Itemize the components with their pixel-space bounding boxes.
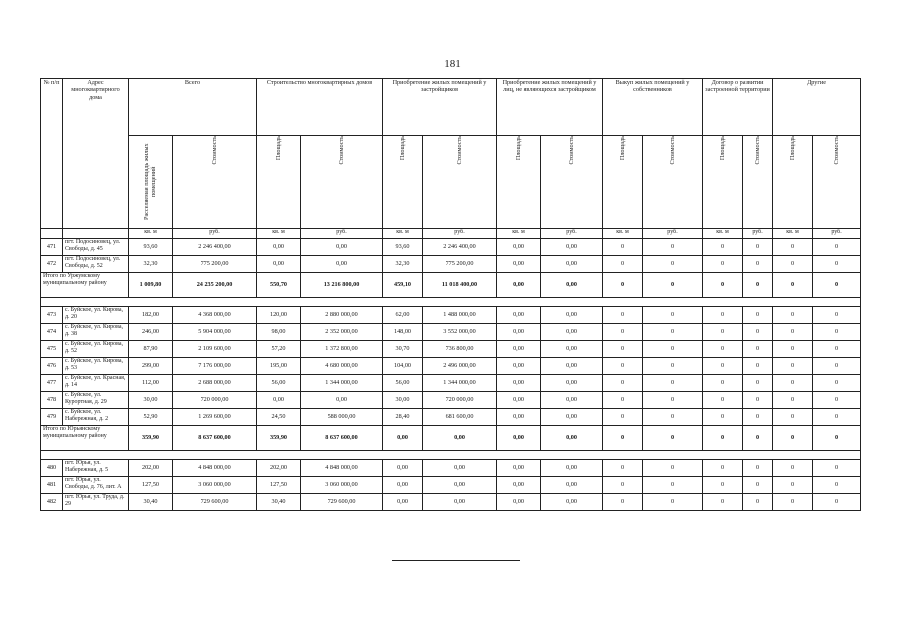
value-cell: 0,00	[497, 358, 541, 375]
value-cell: 202,00	[257, 460, 301, 477]
value-cell: 720 000,00	[423, 392, 497, 409]
value-cell: 246,00	[129, 324, 173, 341]
value-cell: 0	[743, 392, 773, 409]
value-cell: 0	[703, 341, 743, 358]
value-cell: 3 060 000,00	[173, 477, 257, 494]
gap-cell	[41, 451, 861, 460]
value-cell: 0,00	[257, 256, 301, 273]
value-cell: 148,00	[383, 324, 423, 341]
value-cell: 0,00	[497, 460, 541, 477]
table-row	[41, 494, 861, 511]
value-cell: 0	[603, 256, 643, 273]
address-cell: с. Буйское, ул. Набережная, д. 2	[63, 409, 129, 426]
value-cell: 0	[643, 307, 703, 324]
table-row	[41, 239, 861, 256]
row-number: 475	[41, 341, 63, 358]
subheader-cost: Стоимость	[813, 136, 861, 229]
value-cell: 0,00	[541, 239, 603, 256]
address-cell: с. Буйское, ул. Кирова, д. 52	[63, 341, 129, 358]
value-cell: 0	[813, 256, 861, 273]
value-cell: 0	[603, 426, 643, 451]
value-cell: 1 269 600,00	[173, 409, 257, 426]
value-cell: 0,00	[301, 256, 383, 273]
value-cell: 32,30	[383, 256, 423, 273]
value-cell: 0	[813, 392, 861, 409]
value-cell: 0	[743, 239, 773, 256]
value-cell: 729 600,00	[173, 494, 257, 511]
units-spacer	[41, 229, 63, 239]
value-cell: 2 688 000,00	[173, 375, 257, 392]
value-cell: 0	[643, 273, 703, 298]
subheader-cost: Стоимость	[173, 136, 257, 229]
value-cell: 0	[813, 358, 861, 375]
value-cell: 0,00	[383, 477, 423, 494]
value-cell: 0,00	[541, 324, 603, 341]
value-cell: 120,00	[257, 307, 301, 324]
row-number: 481	[41, 477, 63, 494]
value-cell: 5 904 000,00	[173, 324, 257, 341]
value-cell: 0	[813, 375, 861, 392]
value-cell: 0	[773, 426, 813, 451]
value-cell: 112,00	[129, 375, 173, 392]
value-cell: 0,00	[497, 239, 541, 256]
row-number: 471	[41, 239, 63, 256]
value-cell: 0,00	[497, 307, 541, 324]
value-cell: 0	[603, 324, 643, 341]
value-cell: 0	[643, 324, 703, 341]
value-cell: 0	[603, 341, 643, 358]
value-cell: 30,00	[383, 392, 423, 409]
value-cell: 0,00	[497, 426, 541, 451]
value-cell: 2 496 000,00	[423, 358, 497, 375]
value-cell: 729 600,00	[301, 494, 383, 511]
value-cell: 0	[603, 494, 643, 511]
value-cell: 1 344 000,00	[301, 375, 383, 392]
value-cell: 0	[773, 273, 813, 298]
value-cell: 8 637 600,00	[301, 426, 383, 451]
value-cell: 0,00	[497, 392, 541, 409]
value-cell: 24 235 200,00	[173, 273, 257, 298]
value-cell: 56,00	[257, 375, 301, 392]
value-cell: 0,00	[423, 426, 497, 451]
unit-label: кв. м	[773, 229, 813, 239]
value-cell: 0	[813, 324, 861, 341]
subheader-area: Площадь	[603, 136, 643, 229]
address-cell: с. Буйское, ул. Красная, д. 14	[63, 375, 129, 392]
row-number: 472	[41, 256, 63, 273]
unit-label: руб.	[301, 229, 383, 239]
value-cell: 0	[643, 460, 703, 477]
value-cell: 0	[643, 392, 703, 409]
table-row	[41, 375, 861, 392]
value-cell: 0	[813, 273, 861, 298]
value-cell: 0	[603, 477, 643, 494]
value-cell: 30,70	[383, 341, 423, 358]
value-cell: 0	[743, 341, 773, 358]
value-cell: 550,70	[257, 273, 301, 298]
value-cell: 0	[603, 392, 643, 409]
unit-label: кв. м	[497, 229, 541, 239]
value-cell: 0,00	[497, 409, 541, 426]
value-cell: 0,00	[541, 358, 603, 375]
value-cell: 359,90	[129, 426, 173, 451]
value-cell: 0,00	[541, 256, 603, 273]
subheader-cost: Стоимость	[643, 136, 703, 229]
value-cell: 0	[743, 426, 773, 451]
value-cell: 0	[813, 460, 861, 477]
value-cell: 127,50	[129, 477, 173, 494]
table-row	[41, 409, 861, 426]
subheader-area: Площадь	[497, 136, 541, 229]
value-cell: 0	[813, 409, 861, 426]
row-number: 479	[41, 409, 63, 426]
value-cell: 0	[743, 307, 773, 324]
value-cell: 0	[773, 239, 813, 256]
table-row	[41, 460, 861, 477]
value-cell: 2 246 400,00	[173, 239, 257, 256]
total-label: Итого по Юрьянскому муниципальному району	[41, 426, 129, 451]
subheader-cost: Стоимость	[301, 136, 383, 229]
value-cell: 0	[703, 426, 743, 451]
value-cell: 98,00	[257, 324, 301, 341]
value-cell: 0	[703, 477, 743, 494]
header-total: Всего	[129, 79, 257, 136]
value-cell: 4 680 000,00	[301, 358, 383, 375]
value-cell: 0	[743, 375, 773, 392]
header-no: № п/п	[41, 79, 63, 229]
value-cell: 0,00	[541, 426, 603, 451]
value-cell: 0	[703, 256, 743, 273]
value-cell: 93,60	[129, 239, 173, 256]
value-cell: 0,00	[541, 341, 603, 358]
value-cell: 0,00	[541, 494, 603, 511]
subheader-cost: Стоимость	[423, 136, 497, 229]
value-cell: 0	[743, 324, 773, 341]
value-cell: 0,00	[497, 324, 541, 341]
value-cell: 32,30	[129, 256, 173, 273]
address-cell: с. Буйское, ул. Кирова, д. 53	[63, 358, 129, 375]
value-cell: 0	[603, 307, 643, 324]
header-development: Договор о развитии застроенной территории	[703, 79, 773, 136]
subheader-cost: Стоимость	[743, 136, 773, 229]
subheader-area: Площадь	[773, 136, 813, 229]
row-number: 473	[41, 307, 63, 324]
value-cell: 1 488 000,00	[423, 307, 497, 324]
unit-label: кв. м	[603, 229, 643, 239]
address-cell: с. Буйское, ул. Кирова, д. 38	[63, 324, 129, 341]
row-number: 476	[41, 358, 63, 375]
value-cell: 0	[773, 341, 813, 358]
value-cell: 0,00	[383, 426, 423, 451]
value-cell: 0	[743, 477, 773, 494]
value-cell: 0,00	[541, 375, 603, 392]
value-cell: 0	[743, 494, 773, 511]
resettlement-table	[40, 78, 861, 511]
value-cell: 0	[603, 460, 643, 477]
value-cell: 30,40	[129, 494, 173, 511]
value-cell: 104,00	[383, 358, 423, 375]
value-cell: 0	[813, 494, 861, 511]
table-row	[41, 341, 861, 358]
value-cell: 0,00	[497, 256, 541, 273]
value-cell: 0	[603, 273, 643, 298]
header-acq-non-developers: Приобретение жилых помещений у лиц, не являющихся застройщиком	[497, 79, 603, 136]
value-cell: 0	[643, 239, 703, 256]
row-number: 477	[41, 375, 63, 392]
value-cell: 0	[773, 375, 813, 392]
address-cell: пгт. Подосиновец, ул. Свободы, д. 52	[63, 256, 129, 273]
value-cell: 0,00	[423, 460, 497, 477]
value-cell: 0,00	[541, 477, 603, 494]
value-cell: 299,00	[129, 358, 173, 375]
value-cell: 30,40	[257, 494, 301, 511]
value-cell: 0,00	[497, 477, 541, 494]
value-cell: 62,00	[383, 307, 423, 324]
value-cell: 775 200,00	[423, 256, 497, 273]
value-cell: 2 880 000,00	[301, 307, 383, 324]
value-cell: 0,00	[423, 494, 497, 511]
value-cell: 0,00	[301, 392, 383, 409]
value-cell: 57,20	[257, 341, 301, 358]
address-cell: с. Буйское, ул. Курортная, д. 29	[63, 392, 129, 409]
value-cell: 0	[643, 477, 703, 494]
value-cell: 2 352 000,00	[301, 324, 383, 341]
value-cell: 0,00	[497, 341, 541, 358]
value-cell: 775 200,00	[173, 256, 257, 273]
value-cell: 459,10	[383, 273, 423, 298]
value-cell: 0	[703, 307, 743, 324]
subheader-area-total: Расселяемая площадь жилых помещений	[129, 136, 173, 229]
address-cell: с. Буйское, ул. Кирова, д. 20	[63, 307, 129, 324]
value-cell: 720 000,00	[173, 392, 257, 409]
footer-rule	[392, 560, 520, 561]
value-cell: 0,00	[301, 239, 383, 256]
value-cell: 3 552 000,00	[423, 324, 497, 341]
value-cell: 0	[643, 409, 703, 426]
value-cell: 0	[773, 324, 813, 341]
unit-label: руб.	[813, 229, 861, 239]
value-cell: 127,50	[257, 477, 301, 494]
value-cell: 0	[643, 358, 703, 375]
value-cell: 0	[703, 409, 743, 426]
value-cell: 87,90	[129, 341, 173, 358]
value-cell: 0	[813, 426, 861, 451]
unit-label: руб.	[643, 229, 703, 239]
value-cell: 0	[703, 358, 743, 375]
value-cell: 202,00	[129, 460, 173, 477]
value-cell: 736 800,00	[423, 341, 497, 358]
value-cell: 0	[703, 494, 743, 511]
value-cell: 0	[813, 239, 861, 256]
value-cell: 0	[773, 494, 813, 511]
value-cell: 0,00	[541, 273, 603, 298]
unit-label: руб.	[173, 229, 257, 239]
total-label: Итого по Уржумскому муниципальному району	[41, 273, 129, 298]
table-row	[41, 392, 861, 409]
subheader-area: Площадь	[383, 136, 423, 229]
value-cell: 0	[703, 324, 743, 341]
unit-label: руб.	[423, 229, 497, 239]
header-acq-developers: Приобретение жилых помещений у застройщиков	[383, 79, 497, 136]
value-cell: 56,00	[383, 375, 423, 392]
value-cell: 0	[703, 273, 743, 298]
value-cell: 0	[813, 307, 861, 324]
value-cell: 30,00	[129, 392, 173, 409]
address-cell: пгт. Юрья, ул. Свободы, д. 76, лит. А	[63, 477, 129, 494]
value-cell: 52,90	[129, 409, 173, 426]
value-cell: 195,00	[257, 358, 301, 375]
value-cell: 0	[743, 273, 773, 298]
address-cell: пгт. Юрья, ул. Труда, д. 29	[63, 494, 129, 511]
address-cell: пгт. Юрья, ул. Набережная, д. 5	[63, 460, 129, 477]
table-row	[41, 477, 861, 494]
value-cell: 0,00	[497, 494, 541, 511]
value-cell: 0	[773, 409, 813, 426]
value-cell: 0	[643, 494, 703, 511]
value-cell: 0	[773, 307, 813, 324]
value-cell: 0	[703, 460, 743, 477]
value-cell: 0	[743, 358, 773, 375]
value-cell: 359,90	[257, 426, 301, 451]
value-cell: 4 848 000,00	[301, 460, 383, 477]
section-gap	[41, 298, 861, 307]
header-other: Другие	[773, 79, 861, 136]
value-cell: 0	[603, 375, 643, 392]
value-cell: 182,00	[129, 307, 173, 324]
value-cell: 0,00	[423, 477, 497, 494]
unit-label: кв. м	[257, 229, 301, 239]
table-row	[41, 256, 861, 273]
value-cell: 0	[743, 256, 773, 273]
value-cell: 8 637 600,00	[173, 426, 257, 451]
value-cell: 0	[773, 460, 813, 477]
section-gap	[41, 451, 861, 460]
units-spacer	[63, 229, 129, 239]
value-cell: 24,50	[257, 409, 301, 426]
value-cell: 1 009,80	[129, 273, 173, 298]
value-cell: 0	[703, 239, 743, 256]
value-cell: 0	[643, 375, 703, 392]
header-buyout-owners: Выкуп жилых помещений у собственников	[603, 79, 703, 136]
table-row	[41, 358, 861, 375]
header-construction: Строительство многоквартирных домов	[257, 79, 383, 136]
row-number: 482	[41, 494, 63, 511]
value-cell: 0	[773, 358, 813, 375]
header-row-subcolumns	[41, 136, 861, 229]
value-cell: 4 848 000,00	[173, 460, 257, 477]
value-cell: 0	[813, 341, 861, 358]
value-cell: 11 018 400,00	[423, 273, 497, 298]
value-cell: 0	[603, 409, 643, 426]
address-cell: пгт. Подосиновец, ул. Свободы, д. 45	[63, 239, 129, 256]
value-cell: 0	[643, 341, 703, 358]
row-number: 480	[41, 460, 63, 477]
table-row	[41, 307, 861, 324]
value-cell: 3 060 000,00	[301, 477, 383, 494]
value-cell: 1 344 000,00	[423, 375, 497, 392]
subheader-area: Площадь	[703, 136, 743, 229]
unit-label: руб.	[743, 229, 773, 239]
value-cell: 0,00	[541, 392, 603, 409]
value-cell: 0,00	[257, 392, 301, 409]
value-cell: 0	[773, 392, 813, 409]
value-cell: 0,00	[541, 409, 603, 426]
table-row	[41, 324, 861, 341]
value-cell: 0,00	[541, 460, 603, 477]
row-number: 478	[41, 392, 63, 409]
value-cell: 0	[603, 239, 643, 256]
value-cell: 0	[603, 358, 643, 375]
unit-label: кв. м	[383, 229, 423, 239]
value-cell: 0,00	[541, 307, 603, 324]
value-cell: 0	[773, 477, 813, 494]
value-cell: 0	[703, 392, 743, 409]
header-address: Адрес многоквартирного дома	[63, 79, 129, 229]
value-cell: 1 372 800,00	[301, 341, 383, 358]
value-cell: 0,00	[257, 239, 301, 256]
value-cell: 0	[643, 256, 703, 273]
value-cell: 0	[773, 256, 813, 273]
row-number: 474	[41, 324, 63, 341]
value-cell: 588 000,00	[301, 409, 383, 426]
value-cell: 0,00	[497, 375, 541, 392]
gap-cell	[41, 298, 861, 307]
value-cell: 2 246 400,00	[423, 239, 497, 256]
subheader-area: Площадь	[257, 136, 301, 229]
page-number: 181	[444, 58, 461, 70]
value-cell: 0	[703, 375, 743, 392]
district-total-row	[41, 273, 861, 298]
unit-label: кв. м	[129, 229, 173, 239]
district-total-row	[41, 426, 861, 451]
value-cell: 0,00	[497, 273, 541, 298]
value-cell: 7 176 000,00	[173, 358, 257, 375]
units-row	[41, 229, 861, 239]
value-cell: 0,00	[383, 494, 423, 511]
value-cell: 0	[643, 426, 703, 451]
value-cell: 13 216 800,00	[301, 273, 383, 298]
unit-label: кв. м	[703, 229, 743, 239]
header-row-groups	[41, 79, 861, 136]
table-body	[41, 239, 861, 511]
value-cell: 4 368 000,00	[173, 307, 257, 324]
value-cell: 0,00	[383, 460, 423, 477]
subheader-cost: Стоимость	[541, 136, 603, 229]
value-cell: 28,40	[383, 409, 423, 426]
value-cell: 0	[813, 477, 861, 494]
unit-label: руб.	[541, 229, 603, 239]
value-cell: 0	[743, 460, 773, 477]
value-cell: 2 109 600,00	[173, 341, 257, 358]
value-cell: 681 600,00	[423, 409, 497, 426]
value-cell: 0	[743, 409, 773, 426]
value-cell: 93,60	[383, 239, 423, 256]
